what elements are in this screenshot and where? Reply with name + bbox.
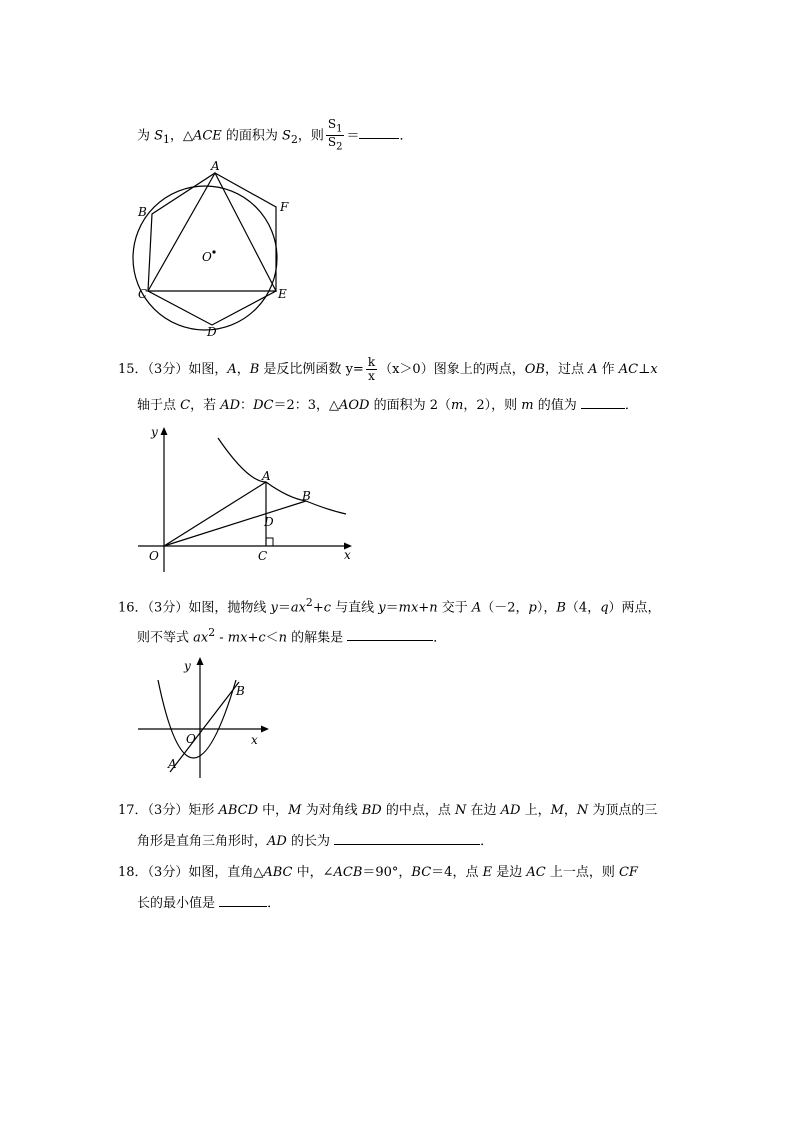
label-y: y: [184, 659, 191, 673]
q17-line1: 17．（3分）矩形 ABCD 中，M 为对角线 BD 的中点，点 N 在边 AD 上，M，N 为顶点的三: [118, 803, 658, 818]
q14-figure: [130, 160, 310, 345]
label-x: x: [344, 548, 351, 562]
q16-line2: 则不等式 $ax^2 - mx+c<n$ 的解集是 ．: [137, 626, 447, 646]
label-F: F: [280, 200, 289, 214]
q16-line1: 16．（3分）如图，抛物线 $y=ax^2+c$ 与直线 y＝mx+n 交于 A（－2，p），B（4，q）两点，: [118, 596, 661, 616]
line-AB: [170, 682, 239, 772]
center-point: [212, 250, 215, 253]
label-B: B: [302, 489, 311, 503]
q18-line2: 长的最小值是 ．: [137, 896, 281, 911]
q16-figure: [138, 652, 273, 782]
label-C: C: [258, 549, 268, 563]
fraction-k-over-x: $\frac{k}{x}$: [367, 355, 376, 383]
label-A: A: [168, 757, 177, 771]
right-angle-mark: [266, 538, 273, 546]
fraction-s1-s2: $\frac{S_1}{S_2}$: [327, 117, 343, 153]
label-y: y: [151, 425, 158, 439]
triangle-ACE: [148, 173, 276, 291]
label-E: E: [278, 287, 287, 301]
label-C: C: [138, 287, 148, 301]
label-B: B: [236, 684, 245, 698]
answer-blank: [581, 396, 625, 409]
label-O: O: [186, 732, 196, 746]
q15-line2: 轴于点 C，若 AD：DC＝2：3，△AOD 的面积为 2（m，2），则 m 的值为 ．: [137, 398, 638, 413]
label-A: A: [262, 469, 271, 483]
answer-blank: [334, 832, 480, 845]
y-axis-arrow: [197, 657, 204, 665]
parabola-curve: [158, 680, 236, 758]
label-x: x: [251, 733, 258, 747]
label-D: D: [207, 325, 217, 339]
hexagon-ABCDEF: [148, 173, 276, 325]
q18-line1: 18．（3分）如图，直角△ABC 中，∠ACB＝90°，BC＝4，点 E 是边 AC 上一点，则 CF: [118, 865, 638, 880]
q15-line1: 15．（3分）如图，A，B 是反比例函数 y= $\frac{k}{x}$ （x＞0）图象上的两点，OB，过点 A 作 AC⊥x: [118, 355, 658, 383]
label-O: O: [202, 250, 212, 264]
answer-blank: [219, 894, 267, 907]
y-axis-arrow: [161, 427, 168, 435]
answer-blank: [347, 628, 433, 641]
q15-figure: [138, 422, 363, 582]
label-B: B: [138, 205, 147, 219]
segment-OA: [164, 482, 266, 546]
x-axis-arrow: [261, 726, 269, 733]
label-O: O: [149, 549, 159, 563]
answer-blank: [359, 126, 399, 139]
q14-text: 为 $S_1$，△ACE 的面积为 $S_2$，则 $\frac{S_1}{S_2}$ ＝ ．: [137, 117, 413, 153]
q17-line2: 角形是直角三角形时，AD 的长为 ．: [137, 834, 494, 849]
segment-OB: [164, 501, 306, 546]
label-A: A: [211, 159, 220, 173]
label-D: D: [264, 515, 274, 529]
hyperbola-curve: [218, 438, 346, 514]
